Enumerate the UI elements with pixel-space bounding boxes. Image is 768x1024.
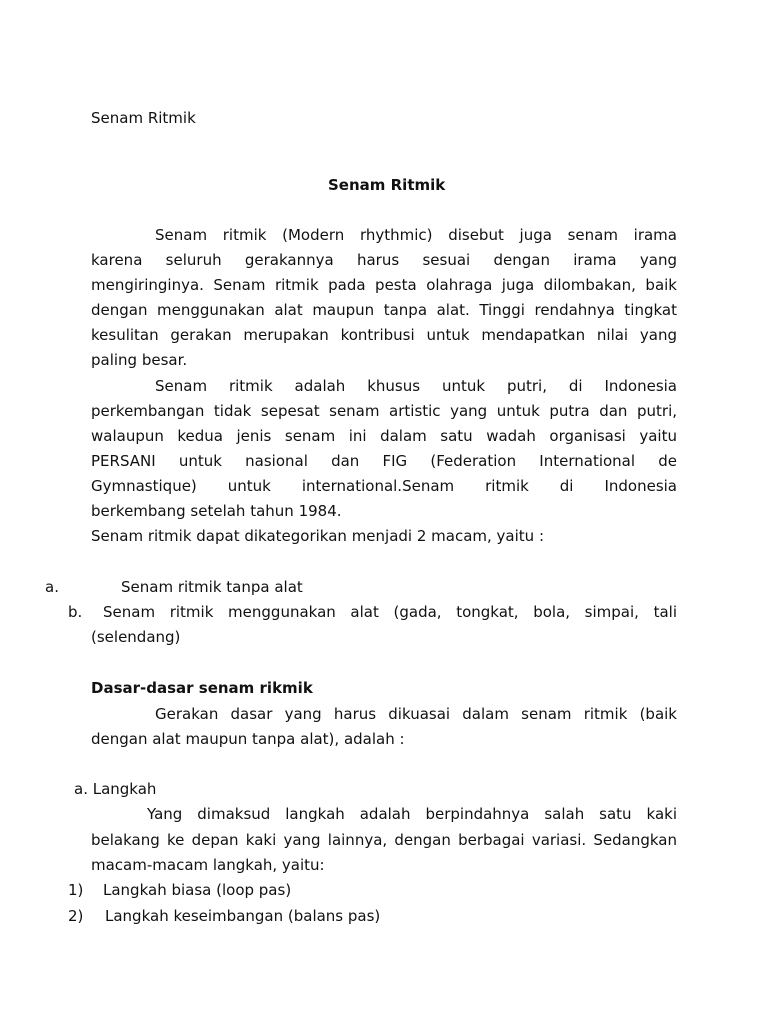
subheading-a: a. Langkah (74, 780, 157, 798)
paragraph-1-line: paling besar. (91, 351, 188, 369)
paragraph-1-line: mengiringinya. Senam ritmik pada pesta olahraga juga dilombakan, baik (91, 276, 677, 294)
numbered-item-2: Langkah keseimbangan (balans pas) (105, 907, 381, 925)
paragraph-1-line: kesulitan gerakan merupakan kontribusi untuk mendapatkan nilai yang (91, 326, 677, 344)
paragraph-1-line: Senam ritmik (Modern rhythmic) disebut juga senam irama (155, 226, 677, 244)
numbered-marker-1: 1) (68, 881, 84, 899)
paragraph-5-line: belakang ke depan kaki yang lainnya, dengan berbagai variasi. Sedangkan (91, 831, 677, 849)
paragraph-2-line: berkembang setelah tahun 1984. (91, 502, 342, 520)
numbered-marker-2: 2) (68, 907, 84, 925)
document-title: Senam Ritmik (328, 176, 446, 194)
paragraph-2-line: Senam ritmik adalah khusus untuk putri, di Indonesia (155, 377, 677, 395)
list-item-b-line: (selendang) (91, 628, 181, 646)
paragraph-2-line: Gymnastique) untuk international.Senam ritmik di Indonesia (91, 477, 677, 495)
paragraph-1-line: dengan menggunakan alat maupun tanpa alat. Tinggi rendahnya tingkat (91, 301, 677, 319)
list-marker-b: b. (68, 603, 83, 621)
section-heading: Dasar-dasar senam rikmik (91, 679, 313, 697)
paragraph-5-line: macam-macam langkah, yaitu: (91, 856, 325, 874)
paragraph-4-line: dengan alat maupun tanpa alat), adalah : (91, 730, 405, 748)
document-header: Senam Ritmik (91, 109, 196, 127)
list-item-b-line: Senam ritmik menggunakan alat (gada, tongkat, bola, simpai, tali (103, 603, 677, 621)
list-item-a: Senam ritmik tanpa alat (121, 578, 303, 596)
list-marker-a: a. (45, 578, 59, 596)
paragraph-5-line: Yang dimaksud langkah adalah berpindahnya salah satu kaki (147, 805, 677, 823)
paragraph-4-line: Gerakan dasar yang harus dikuasai dalam senam ritmik (baik (155, 705, 677, 723)
paragraph-2-line: PERSANI untuk nasional dan FIG (Federation International de (91, 452, 677, 470)
paragraph-3: Senam ritmik dapat dikategorikan menjadi 2 macam, yaitu : (91, 527, 545, 545)
paragraph-2-line: perkembangan tidak sepesat senam artistic yang untuk putra dan putri, (91, 402, 677, 420)
numbered-item-1: Langkah biasa (loop pas) (103, 881, 292, 899)
paragraph-1-line: karena seluruh gerakannya harus sesuai dengan irama yang (91, 251, 677, 269)
paragraph-2-line: walaupun kedua jenis senam ini dalam satu wadah organisasi yaitu (91, 427, 677, 445)
